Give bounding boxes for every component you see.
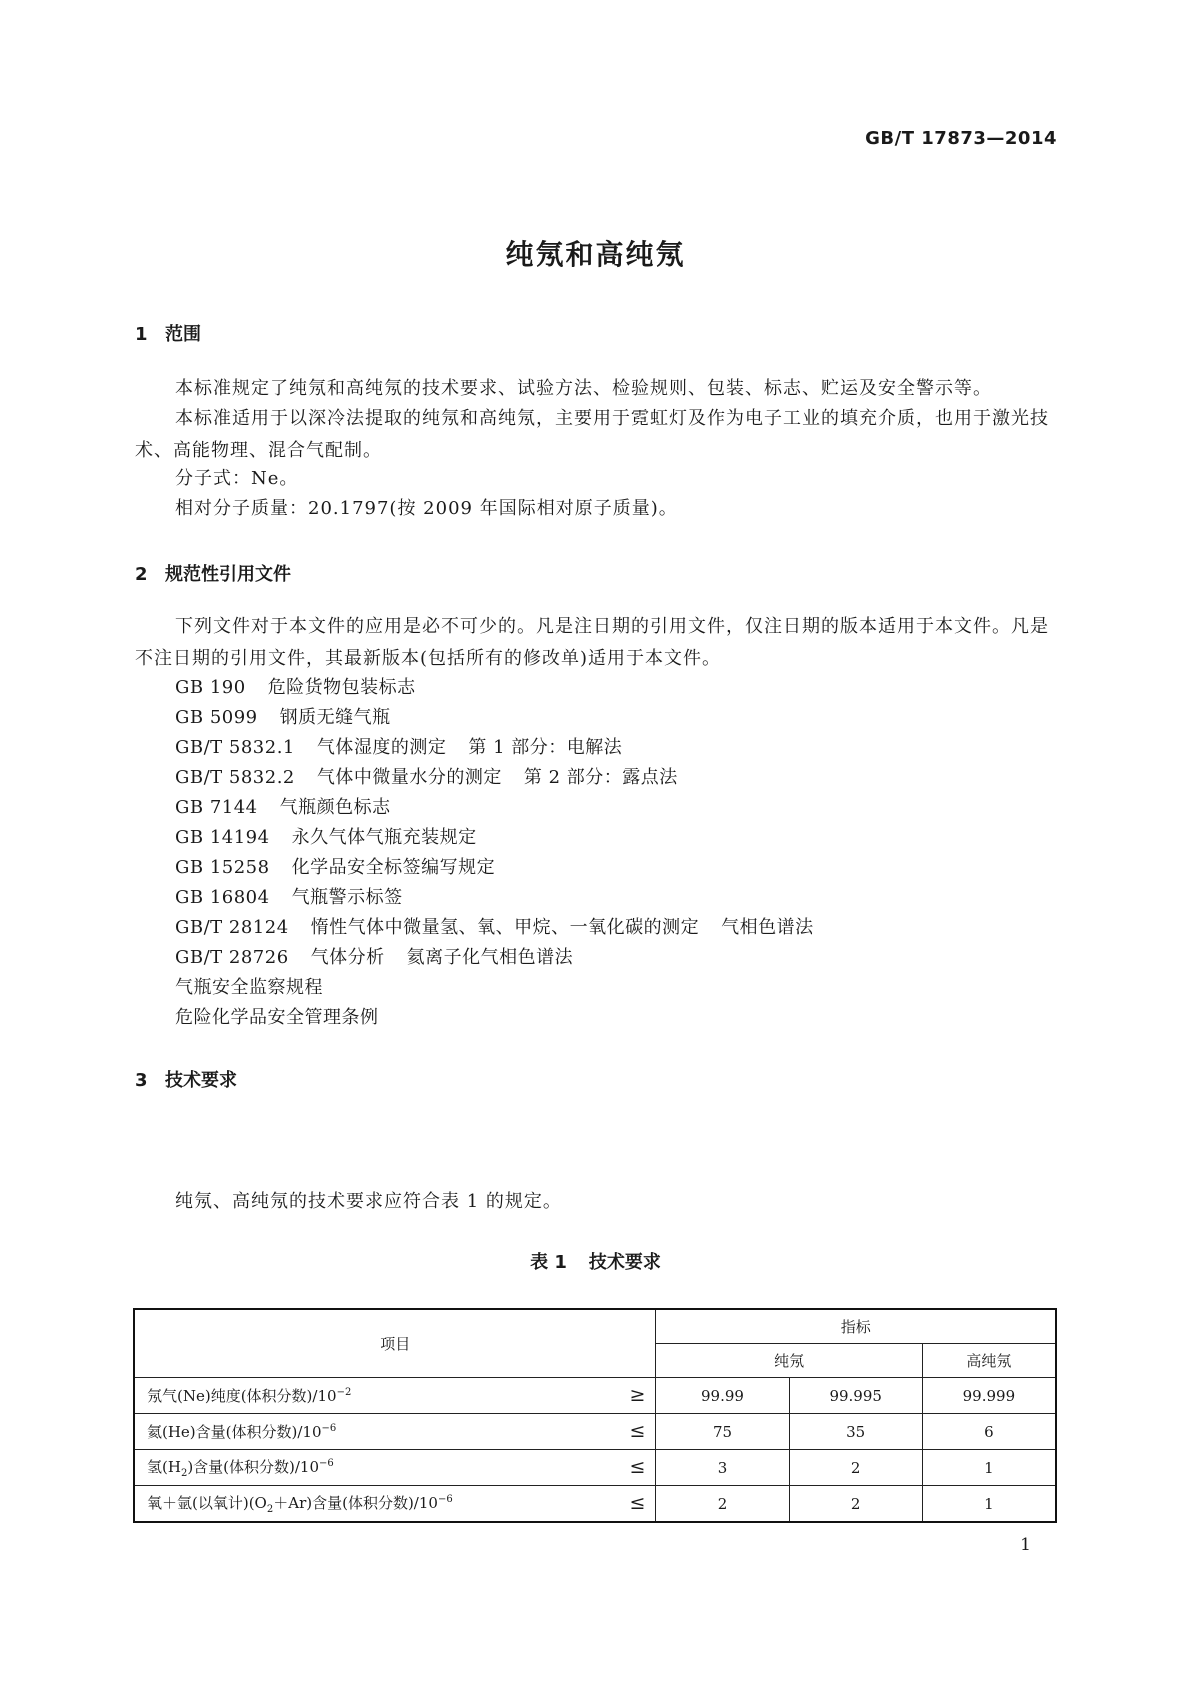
- reference-subtitle: 氦离子化气相色谱法: [406, 947, 574, 968]
- reference-code: GB 190: [175, 677, 246, 698]
- section-title: 范围: [165, 324, 201, 345]
- requirements-table: [133, 1308, 1057, 1523]
- reference-code: GB 14194: [175, 827, 270, 848]
- references-intro: 下列文件对于本文件的应用是必不可少的。凡是注日期的引用文件，仅注日期的版本适用于本文件。凡是不注日期的引用文件，其最新版本(包括所有的修改单)适用于本文件。: [135, 616, 1049, 669]
- value-cell: 2: [789, 1450, 922, 1486]
- comparison-operator: ≥: [629, 1384, 646, 1406]
- table-row: [134, 1486, 1056, 1523]
- value-cell: 35: [789, 1414, 922, 1450]
- section-1-heading: [135, 320, 201, 346]
- reference-title: 气体湿度的测定: [316, 737, 447, 758]
- header-pure-neon: 纯氖: [656, 1344, 922, 1378]
- value-cell: 99.999: [922, 1378, 1056, 1414]
- document-title: 纯氖和高纯氖: [505, 238, 686, 271]
- reference-title: 永久气体气瓶充装规定: [291, 827, 477, 848]
- section-2-heading: [135, 560, 291, 586]
- reference-title: 气瓶警示标签: [291, 887, 403, 908]
- section-title: 技术要求: [165, 1070, 237, 1091]
- reference-item: [175, 912, 814, 944]
- value-cell: 6: [922, 1414, 1056, 1450]
- value-cell: 1: [922, 1486, 1056, 1523]
- reference-item: [175, 822, 477, 854]
- standard-number: GB/T 17873—2014: [865, 128, 1057, 149]
- reference-code: GB 15258: [175, 857, 270, 878]
- value-cell: 2: [656, 1486, 789, 1523]
- reference-subtitle: 第 1 部分：电解法: [468, 737, 623, 758]
- reference-item: [175, 672, 416, 704]
- requirements-intro: 纯氖、高纯氖的技术要求应符合表 1 的规定。: [175, 1191, 562, 1212]
- section-number: 2: [135, 564, 148, 585]
- value-cell: 1: [922, 1450, 1056, 1486]
- reference-title: 气瓶颜色标志: [279, 797, 391, 818]
- reference-code: GB/T 5832.1: [175, 737, 295, 758]
- value-cell: 99.99: [656, 1378, 789, 1414]
- reference-title: 钢质无缝气瓶: [279, 707, 391, 728]
- item-name: 氧＋氩(以氧计)$(O_2+Ar)$含量(体积分数)$/10^{-6}$ ≤: [134, 1486, 656, 1523]
- table-title: 技术要求: [588, 1252, 661, 1273]
- value-cell: 2: [789, 1486, 922, 1523]
- reference-title: 危险货物包装标志: [267, 677, 416, 698]
- reference-subtitle: 气相色谱法: [721, 917, 814, 938]
- section-number: 3: [135, 1070, 148, 1091]
- reference-item: [175, 702, 391, 734]
- reference-code: GB/T 28726: [175, 947, 289, 968]
- reference-item: [175, 972, 323, 1004]
- reference-title: 化学品安全标签编写规定: [291, 857, 496, 878]
- value-cell: 99.995: [789, 1378, 922, 1414]
- item-name: 氢$(H_2)$含量(体积分数)$/10^{-6}$ ≤: [134, 1450, 656, 1486]
- table-caption: [0, 1248, 1191, 1274]
- scope-paragraph-1: 本标准规定了纯氖和高纯氖的技术要求、试验方法、检验规则、包装、标志、贮运及安全警示等。: [175, 378, 992, 399]
- table-row: [134, 1378, 1056, 1414]
- value-cell: 75: [656, 1414, 789, 1450]
- reference-item: [175, 942, 573, 974]
- reference-code: GB/T 5832.2: [175, 767, 295, 788]
- page-number: 1: [1020, 1535, 1031, 1555]
- reference-title: 惰性气体中微量氢、氧、甲烷、一氧化碳的测定: [310, 917, 700, 938]
- reference-code: GB 5099: [175, 707, 258, 728]
- reference-title: 危险化学品安全管理条例: [175, 1007, 379, 1028]
- section-title: 规范性引用文件: [165, 564, 291, 585]
- comparison-operator: ≤: [629, 1420, 646, 1442]
- reference-item: [175, 732, 622, 764]
- header-high-purity-neon: 高纯氖: [922, 1344, 1056, 1378]
- section-number: 1: [135, 324, 148, 345]
- header-item: 项目: [134, 1309, 656, 1378]
- reference-item: [175, 792, 391, 824]
- reference-subtitle: 第 2 部分：露点法: [523, 767, 678, 788]
- value-cell: 3: [656, 1450, 789, 1486]
- reference-item: [175, 762, 678, 794]
- table-row: [134, 1450, 1056, 1486]
- table-label: 表 1: [530, 1252, 567, 1273]
- reference-item: [175, 882, 403, 914]
- reference-code: GB 7144: [175, 797, 258, 818]
- scope-paragraph-4: 相对分子质量：20.1797(按 2009 年国际相对原子质量)。: [175, 498, 678, 519]
- reference-title: 气体中微量水分的测定: [316, 767, 502, 788]
- header-index: 指标: [656, 1309, 1056, 1344]
- item-name: 氖气(Ne)纯度(体积分数)$/10^{-2}$ ≥: [134, 1378, 656, 1414]
- table-row: [134, 1414, 1056, 1450]
- scope-paragraph-3: 分子式：Ne。: [175, 468, 299, 489]
- reference-code: GB 16804: [175, 887, 270, 908]
- reference-item: [175, 852, 495, 884]
- scope-paragraph-2: 本标准适用于以深冷法提取的纯氖和高纯氖，主要用于霓虹灯及作为电子工业的填充介质，也用于激光技术、高能物理、混合气配制。: [135, 408, 1049, 461]
- reference-item: [175, 1002, 379, 1034]
- reference-title: 气体分析: [310, 947, 385, 968]
- comparison-operator: ≤: [629, 1492, 646, 1514]
- comparison-operator: ≤: [629, 1456, 646, 1478]
- reference-code: GB/T 28124: [175, 917, 289, 938]
- reference-title: 气瓶安全监察规程: [175, 977, 323, 998]
- item-name: 氦(He)含量(体积分数)$/10^{-6}$ ≤: [134, 1414, 656, 1450]
- section-3-heading: [135, 1066, 237, 1092]
